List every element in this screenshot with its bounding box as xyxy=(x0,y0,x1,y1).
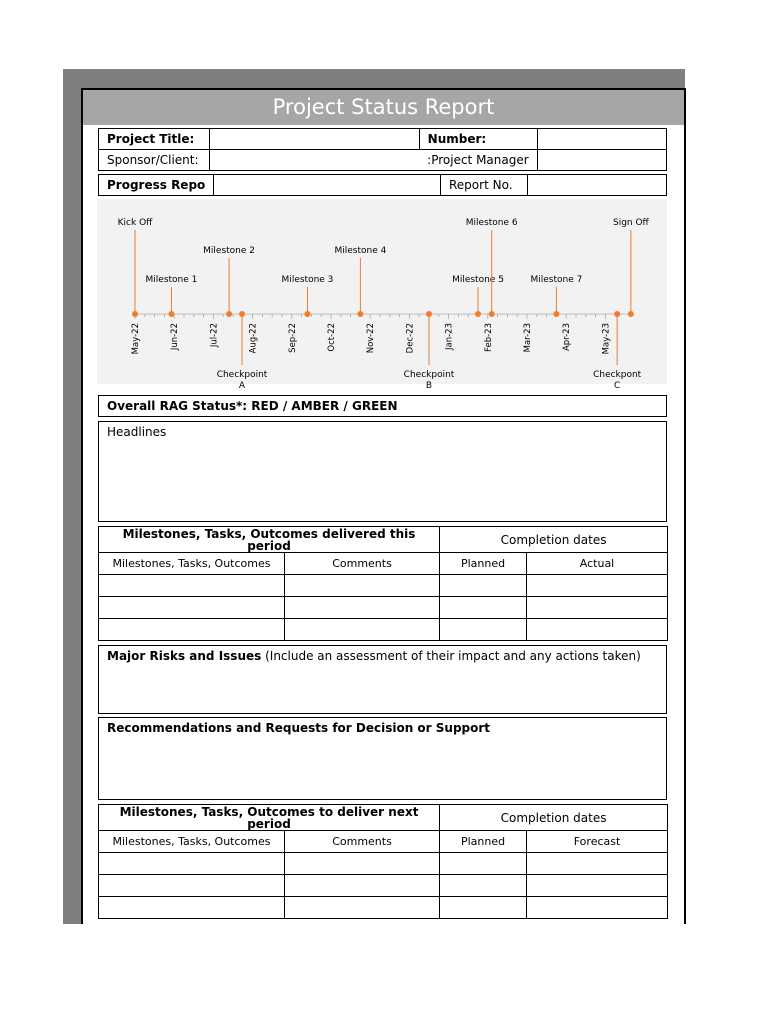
cell[interactable] xyxy=(285,897,440,919)
milestone-marker xyxy=(489,311,495,317)
month-label: Aug-22 xyxy=(248,323,259,354)
month-label: Jan-23 xyxy=(444,323,455,350)
recommendations-label: Recommendations and Requests for Decision or Support xyxy=(107,721,491,735)
delivered-col-planned: Planned xyxy=(440,553,527,575)
risks-box[interactable] xyxy=(98,645,667,714)
project-timeline xyxy=(97,199,667,391)
progress-report-field[interactable] xyxy=(214,175,441,196)
table-row xyxy=(99,875,668,897)
cell[interactable] xyxy=(285,619,440,641)
next-title: Milestones, Tasks, Outcomes to deliver next period xyxy=(99,805,440,831)
project-title-field[interactable] xyxy=(209,129,419,150)
checkpoint-label: Checkpont xyxy=(593,370,642,380)
delivered-col-milestones: Milestones, Tasks, Outcomes xyxy=(99,553,285,575)
progress-report-label: Progress Repo xyxy=(99,175,214,196)
table-row xyxy=(99,853,668,875)
month-label: May-23 xyxy=(601,323,612,355)
milestone-marker xyxy=(553,311,559,317)
checkpoint-letter: C xyxy=(614,381,621,391)
manager-label: Project Manager: xyxy=(419,150,537,171)
month-label: Jul-22 xyxy=(209,323,220,348)
report-title: Project Status Report xyxy=(83,90,684,125)
cell[interactable] xyxy=(99,875,285,897)
next-col-milestones: Milestones, Tasks, Outcomes xyxy=(99,831,285,853)
month-label: Mar-23 xyxy=(523,323,533,353)
delivered-col-actual: Actual xyxy=(527,553,668,575)
cell[interactable] xyxy=(440,597,527,619)
number-field[interactable] xyxy=(537,129,666,150)
cell[interactable] xyxy=(285,575,440,597)
cell[interactable] xyxy=(440,619,527,641)
milestone-label: Milestone 7 xyxy=(530,275,583,285)
headlines-label: Headlines xyxy=(107,425,167,439)
delivered-table xyxy=(98,526,668,641)
cell[interactable] xyxy=(99,619,285,641)
milestone-label: Milestone 4 xyxy=(334,246,387,256)
month-label: Oct-22 xyxy=(327,323,337,352)
risks-note: (Include an assessment of their impact and any actions taken) xyxy=(261,649,641,663)
cell[interactable] xyxy=(99,853,285,875)
month-label: Jun-22 xyxy=(170,323,181,351)
month-label: Apr-23 xyxy=(562,323,573,352)
sponsor-label: Sponsor/Client: xyxy=(99,150,210,171)
milestone-marker xyxy=(304,311,310,317)
month-label: Nov-22 xyxy=(366,323,377,354)
cell[interactable] xyxy=(99,897,285,919)
milestone-marker xyxy=(628,311,634,317)
next-col-comments: Comments xyxy=(285,831,440,853)
table-row xyxy=(99,597,668,619)
next-period-table xyxy=(98,804,668,919)
checkpoint-label: Checkpoint xyxy=(216,370,268,380)
project-info-table xyxy=(98,128,667,171)
milestone-label: Milestone 2 xyxy=(203,246,256,256)
milestone-marker xyxy=(132,311,138,317)
checkpoint-label: Checkpoint xyxy=(403,370,455,380)
milestone-label: Milestone 3 xyxy=(281,275,334,285)
cell[interactable] xyxy=(440,853,527,875)
next-completion-label: Completion dates xyxy=(440,805,668,831)
month-label: Sep-22 xyxy=(287,323,298,353)
milestone-marker xyxy=(226,311,232,317)
checkpoint-marker xyxy=(239,311,245,317)
milestone-label: Milestone 1 xyxy=(145,275,198,285)
cell[interactable] xyxy=(440,897,527,919)
delivered-col-comments: Comments xyxy=(285,553,440,575)
cell[interactable] xyxy=(527,853,668,875)
delivered-completion-label: Completion dates xyxy=(440,527,668,553)
milestone-label: Kick Off xyxy=(117,218,153,228)
month-label: Feb-23 xyxy=(483,323,494,352)
next-col-planned: Planned xyxy=(440,831,527,853)
cell[interactable] xyxy=(99,575,285,597)
checkpoint-marker xyxy=(426,311,432,317)
manager-field[interactable] xyxy=(537,150,666,171)
milestone-label: Milestone 6 xyxy=(465,218,518,228)
month-label: May-22 xyxy=(131,323,141,355)
timeline-chart xyxy=(97,199,667,391)
recommendations-box[interactable] xyxy=(98,717,667,800)
milestone-label: Sign Off xyxy=(612,218,649,228)
cell[interactable] xyxy=(285,853,440,875)
report-no-field[interactable] xyxy=(527,175,666,196)
progress-report-table xyxy=(98,174,667,196)
table-row xyxy=(99,619,668,641)
risks-label: Major Risks and Issues xyxy=(107,649,262,663)
cell[interactable] xyxy=(527,575,668,597)
milestone-marker xyxy=(168,311,174,317)
milestone-marker xyxy=(357,311,363,317)
report-no-label: Report No. xyxy=(441,175,528,196)
milestone-marker xyxy=(475,311,481,317)
cell[interactable] xyxy=(527,875,668,897)
headlines-box[interactable] xyxy=(98,421,667,522)
cell[interactable] xyxy=(285,597,440,619)
delivered-title: Milestones, Tasks, Outcomes delivered this period xyxy=(99,527,440,553)
milestone-label: Milestone 5 xyxy=(452,275,504,285)
month-label: Dec-22 xyxy=(405,323,416,354)
table-row xyxy=(99,897,668,919)
checkpoint-letter: A xyxy=(238,381,246,391)
rag-status: Overall RAG Status*: RED / AMBER / GREEN xyxy=(98,395,667,417)
number-label: Number: xyxy=(419,129,537,150)
cell[interactable] xyxy=(527,897,668,919)
cell[interactable] xyxy=(527,597,668,619)
cell[interactable] xyxy=(285,875,440,897)
checkpoint-letter: B xyxy=(425,381,433,391)
next-col-forecast: Forecast xyxy=(527,831,668,853)
project-title-label: Project Title: xyxy=(99,129,210,150)
checkpoint-marker xyxy=(614,311,620,317)
cell[interactable] xyxy=(527,619,668,641)
cell[interactable] xyxy=(440,875,527,897)
cell[interactable] xyxy=(99,597,285,619)
table-row xyxy=(99,575,668,597)
cell[interactable] xyxy=(440,575,527,597)
sponsor-field[interactable] xyxy=(209,150,419,171)
